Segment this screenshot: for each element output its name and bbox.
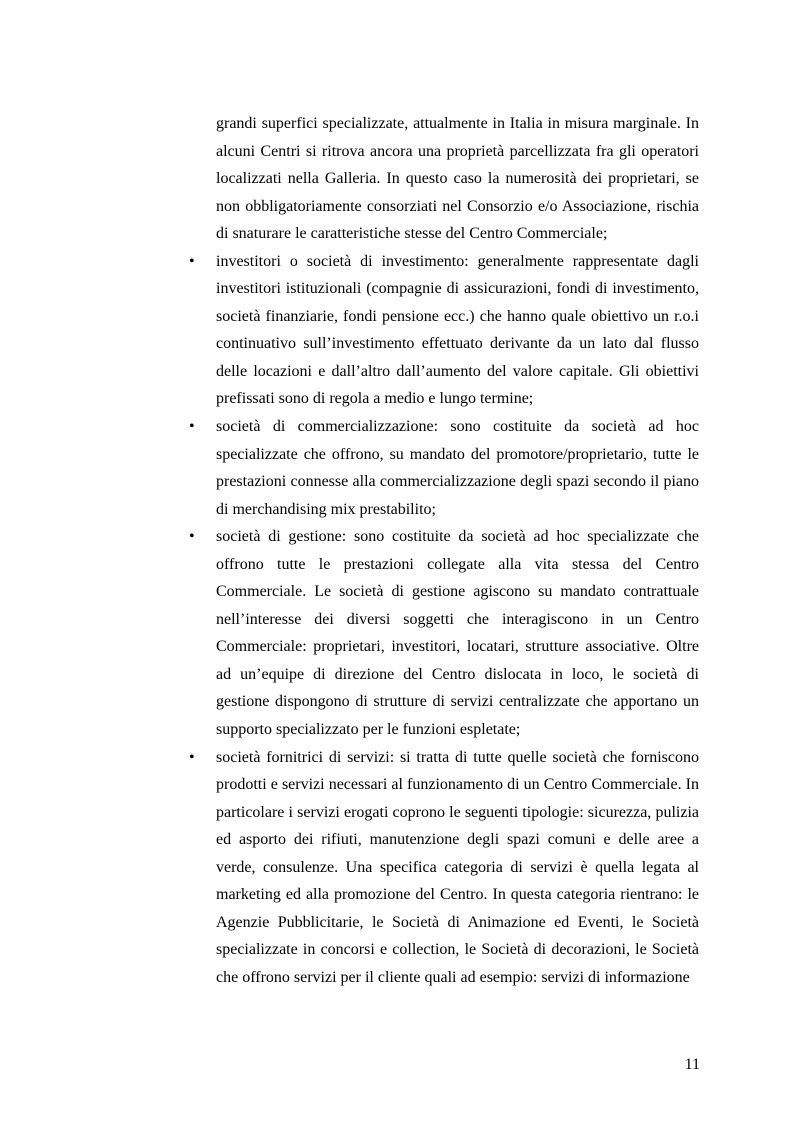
bullet-icon: • [189,418,195,436]
list-item [189,744,699,992]
list-item-text: società di gestione: sono costituite da società ad hoc specializzate che offrono tutte le prestazioni collegate alla vita stessa del Centro Commerciale. Le società di gestione agiscono su mandato contrattuale nell’interesse dei diversi soggetti che interagiscono in un Centro Commerciale: proprietari, investitori, locatari, strutture associative. Oltre ad un’equipe di direzione del Centro dislocata in loco, le società di gestione dispongono di strutture di servizi centralizzate che apportano un supporto specializzato per le funzioni espletate; [216,528,699,739]
list-item-text: società fornitrici di servizi: si tratta di tutte quelle società che forniscono prodotti e servizi necessari al funzionamento di un Centro Commerciale. In particolare i servizi erogati coprono le seguenti tipologie: sicurezza, pulizia ed asporto dei rifiuti, manutenzione degli spazi comuni e delle aree a verde, consulenze. Una specifica categoria di servizi è quella legata al marketing ed alla promozione del Centro. In questa categoria rientrano: le Agenzie Pubblicitarie, le Società di Animazione ed Eventi, le Società specializzate in concorsi e collection, le Società di decorazioni, le Società che offrono servizi per il cliente quali ad esempio: servizi di informazione [216,748,699,986]
bullet-icon: • [189,252,195,270]
list-item [189,413,699,523]
list-item-text: società di commercializzazione: sono costituite da società ad hoc specializzate che offrono, su mandato del promotore/proprietario, tutte le prestazioni connesse alla commercializzazione degli spazi secondo il piano di merchandising mix prestabilito; [216,418,699,518]
list-item [189,248,699,413]
list-item-text: investitori o società di investimento: generalmente rappresentate dagli investitori istituzionali (compagnie di assicurazioni, fondi di investimento, società finanziarie, fondi pensione ecc.) che hanno quale obiettivo un r.o.i continuativo sull’investimento effettuato derivante da un lato dal flusso delle locazioni e dall’altro dall’aumento del valore capitale. Gli obiettivi prefissati sono di regola a medio e lungo termine; [216,252,699,408]
bullet-icon: • [189,748,195,766]
page-body [189,110,699,992]
bullet-list [189,248,699,992]
continuation-paragraph: grandi superfici specializzate, attualmente in Italia in misura marginale. In alcuni Centri si ritrova ancora una proprietà parcellizzata fra gli operatori localizzati nella Galleria. In questo caso la numerosità dei proprietari, se non obbligatoriamente consorziati nel Consorzio e/o Associazione, rischia di snaturare le caratteristiche stesse del Centro Commerciale; [216,115,699,243]
page-number: 11 [684,1056,700,1073]
bullet-icon: • [189,528,195,546]
list-item [189,523,699,743]
